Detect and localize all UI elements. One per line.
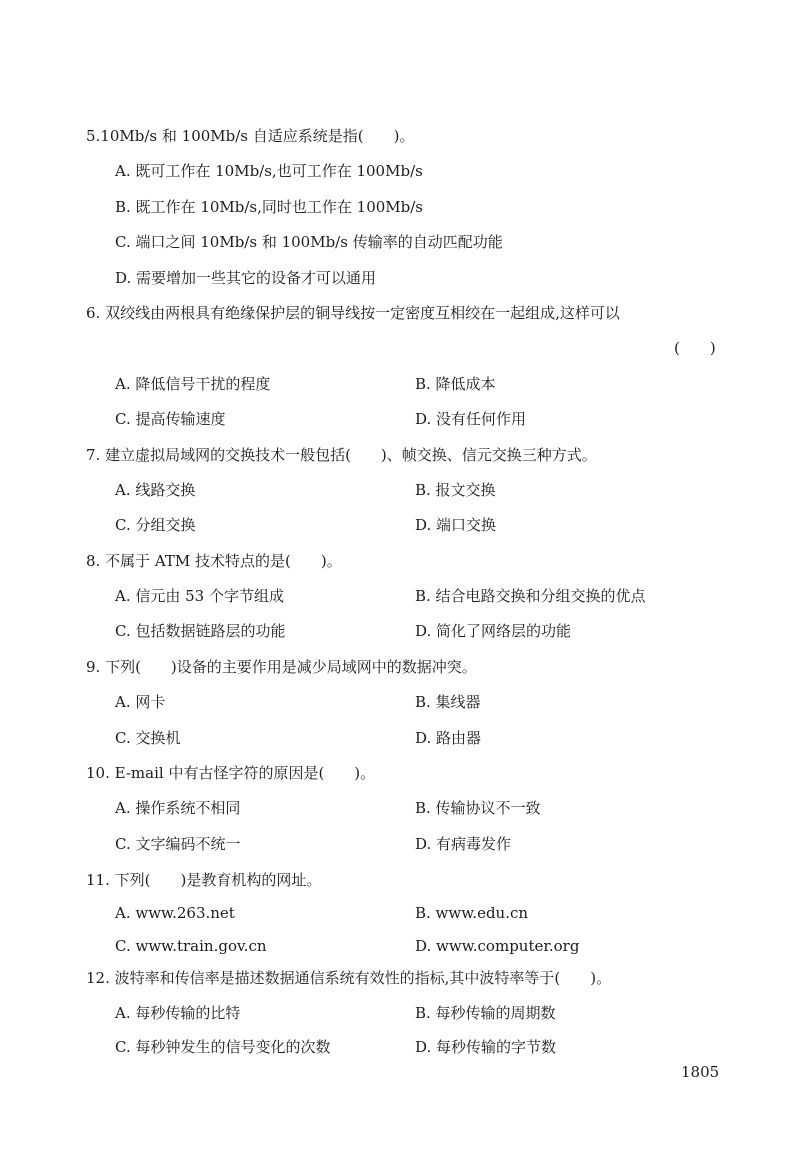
question-10-stem: 10. E-mail 中有古怪字符的原因是( )。 xyxy=(86,764,376,782)
question-11-option-d: D. www.computer.org xyxy=(415,937,580,955)
question-9-option-a: A. 网卡 xyxy=(115,693,166,711)
question-9-stem: 9. 下列( )设备的主要作用是减少局域网中的数据冲突。 xyxy=(86,658,477,676)
question-8-option-a: A. 信元由 53 个字节组成 xyxy=(115,587,284,605)
question-11-option-a: A. www.263.net xyxy=(115,904,235,922)
question-12-stem: 12. 波特率和传信率是描述数据通信系统有效性的指标,其中波特率等于( )。 xyxy=(86,969,612,987)
question-9-option-d: D. 路由器 xyxy=(415,729,482,747)
question-11-option-b: B. www.edu.cn xyxy=(415,904,529,922)
question-5-option-b: B. 既工作在 10Mb/s,同时也工作在 100Mb/s xyxy=(115,198,424,216)
question-7-option-d: D. 端口交换 xyxy=(415,516,497,534)
question-6-option-c: C. 提高传输速度 xyxy=(115,410,226,428)
question-12-option-b: B. 每秒传输的周期数 xyxy=(415,1004,556,1022)
question-5-option-a: A. 既可工作在 10Mb/s,也可工作在 100Mb/s xyxy=(115,162,423,180)
question-10-option-b: B. 传输协议不一致 xyxy=(415,799,541,817)
question-7-option-b: B. 报文交换 xyxy=(415,481,496,499)
question-6-option-b: B. 降低成本 xyxy=(415,375,496,393)
question-12-option-d: D. 每秒传输的字节数 xyxy=(415,1038,557,1056)
question-5-option-d: D. 需要增加一些其它的设备才可以通用 xyxy=(115,269,377,287)
question-6-option-d: D. 没有任何作用 xyxy=(415,410,527,428)
question-8-option-c: C. 包括数据链路层的功能 xyxy=(115,622,286,640)
question-9-option-c: C. 交换机 xyxy=(115,729,181,747)
question-7-stem: 7. 建立虚拟局域网的交换技术一般包括( )、帧交换、信元交换三种方式。 xyxy=(86,446,597,464)
question-5-stem: 5.10Mb/s 和 100Mb/s 自适应系统是指( )。 xyxy=(86,127,415,145)
question-7-option-c: C. 分组交换 xyxy=(115,516,196,534)
question-9-option-b: B. 集线器 xyxy=(415,693,481,711)
question-6-answer-blank: ( ) xyxy=(674,339,716,357)
question-8-stem: 8. 不属于 ATM 技术特点的是( )。 xyxy=(86,552,342,570)
question-5-option-c: C. 端口之间 10Mb/s 和 100Mb/s 传输率的自动匹配功能 xyxy=(115,233,503,251)
question-7-option-a: A. 线路交换 xyxy=(115,481,196,499)
question-10-option-a: A. 操作系统不相同 xyxy=(115,799,241,817)
question-11-option-c: C. www.train.gov.cn xyxy=(115,937,267,955)
question-8-option-b: B. 结合电路交换和分组交换的优点 xyxy=(415,587,646,605)
question-10-option-c: C. 文字编码不统一 xyxy=(115,835,241,853)
question-11-stem: 11. 下列( )是教育机构的网址。 xyxy=(86,871,322,889)
question-6-option-a: A. 降低信号干扰的程度 xyxy=(115,375,271,393)
question-12-option-c: C. 每秒钟发生的信号变化的次数 xyxy=(115,1038,331,1056)
question-8-option-d: D. 简化了网络层的功能 xyxy=(415,622,572,640)
page-number: 1805 xyxy=(681,1063,720,1081)
question-6-stem: 6. 双绞线由两根具有绝缘保护层的铜导线按一定密度互相绞在一起组成,这样可以 xyxy=(86,304,620,322)
question-12-option-a: A. 每秒传输的比特 xyxy=(115,1004,241,1022)
question-10-option-d: D. 有病毒发作 xyxy=(415,835,512,853)
